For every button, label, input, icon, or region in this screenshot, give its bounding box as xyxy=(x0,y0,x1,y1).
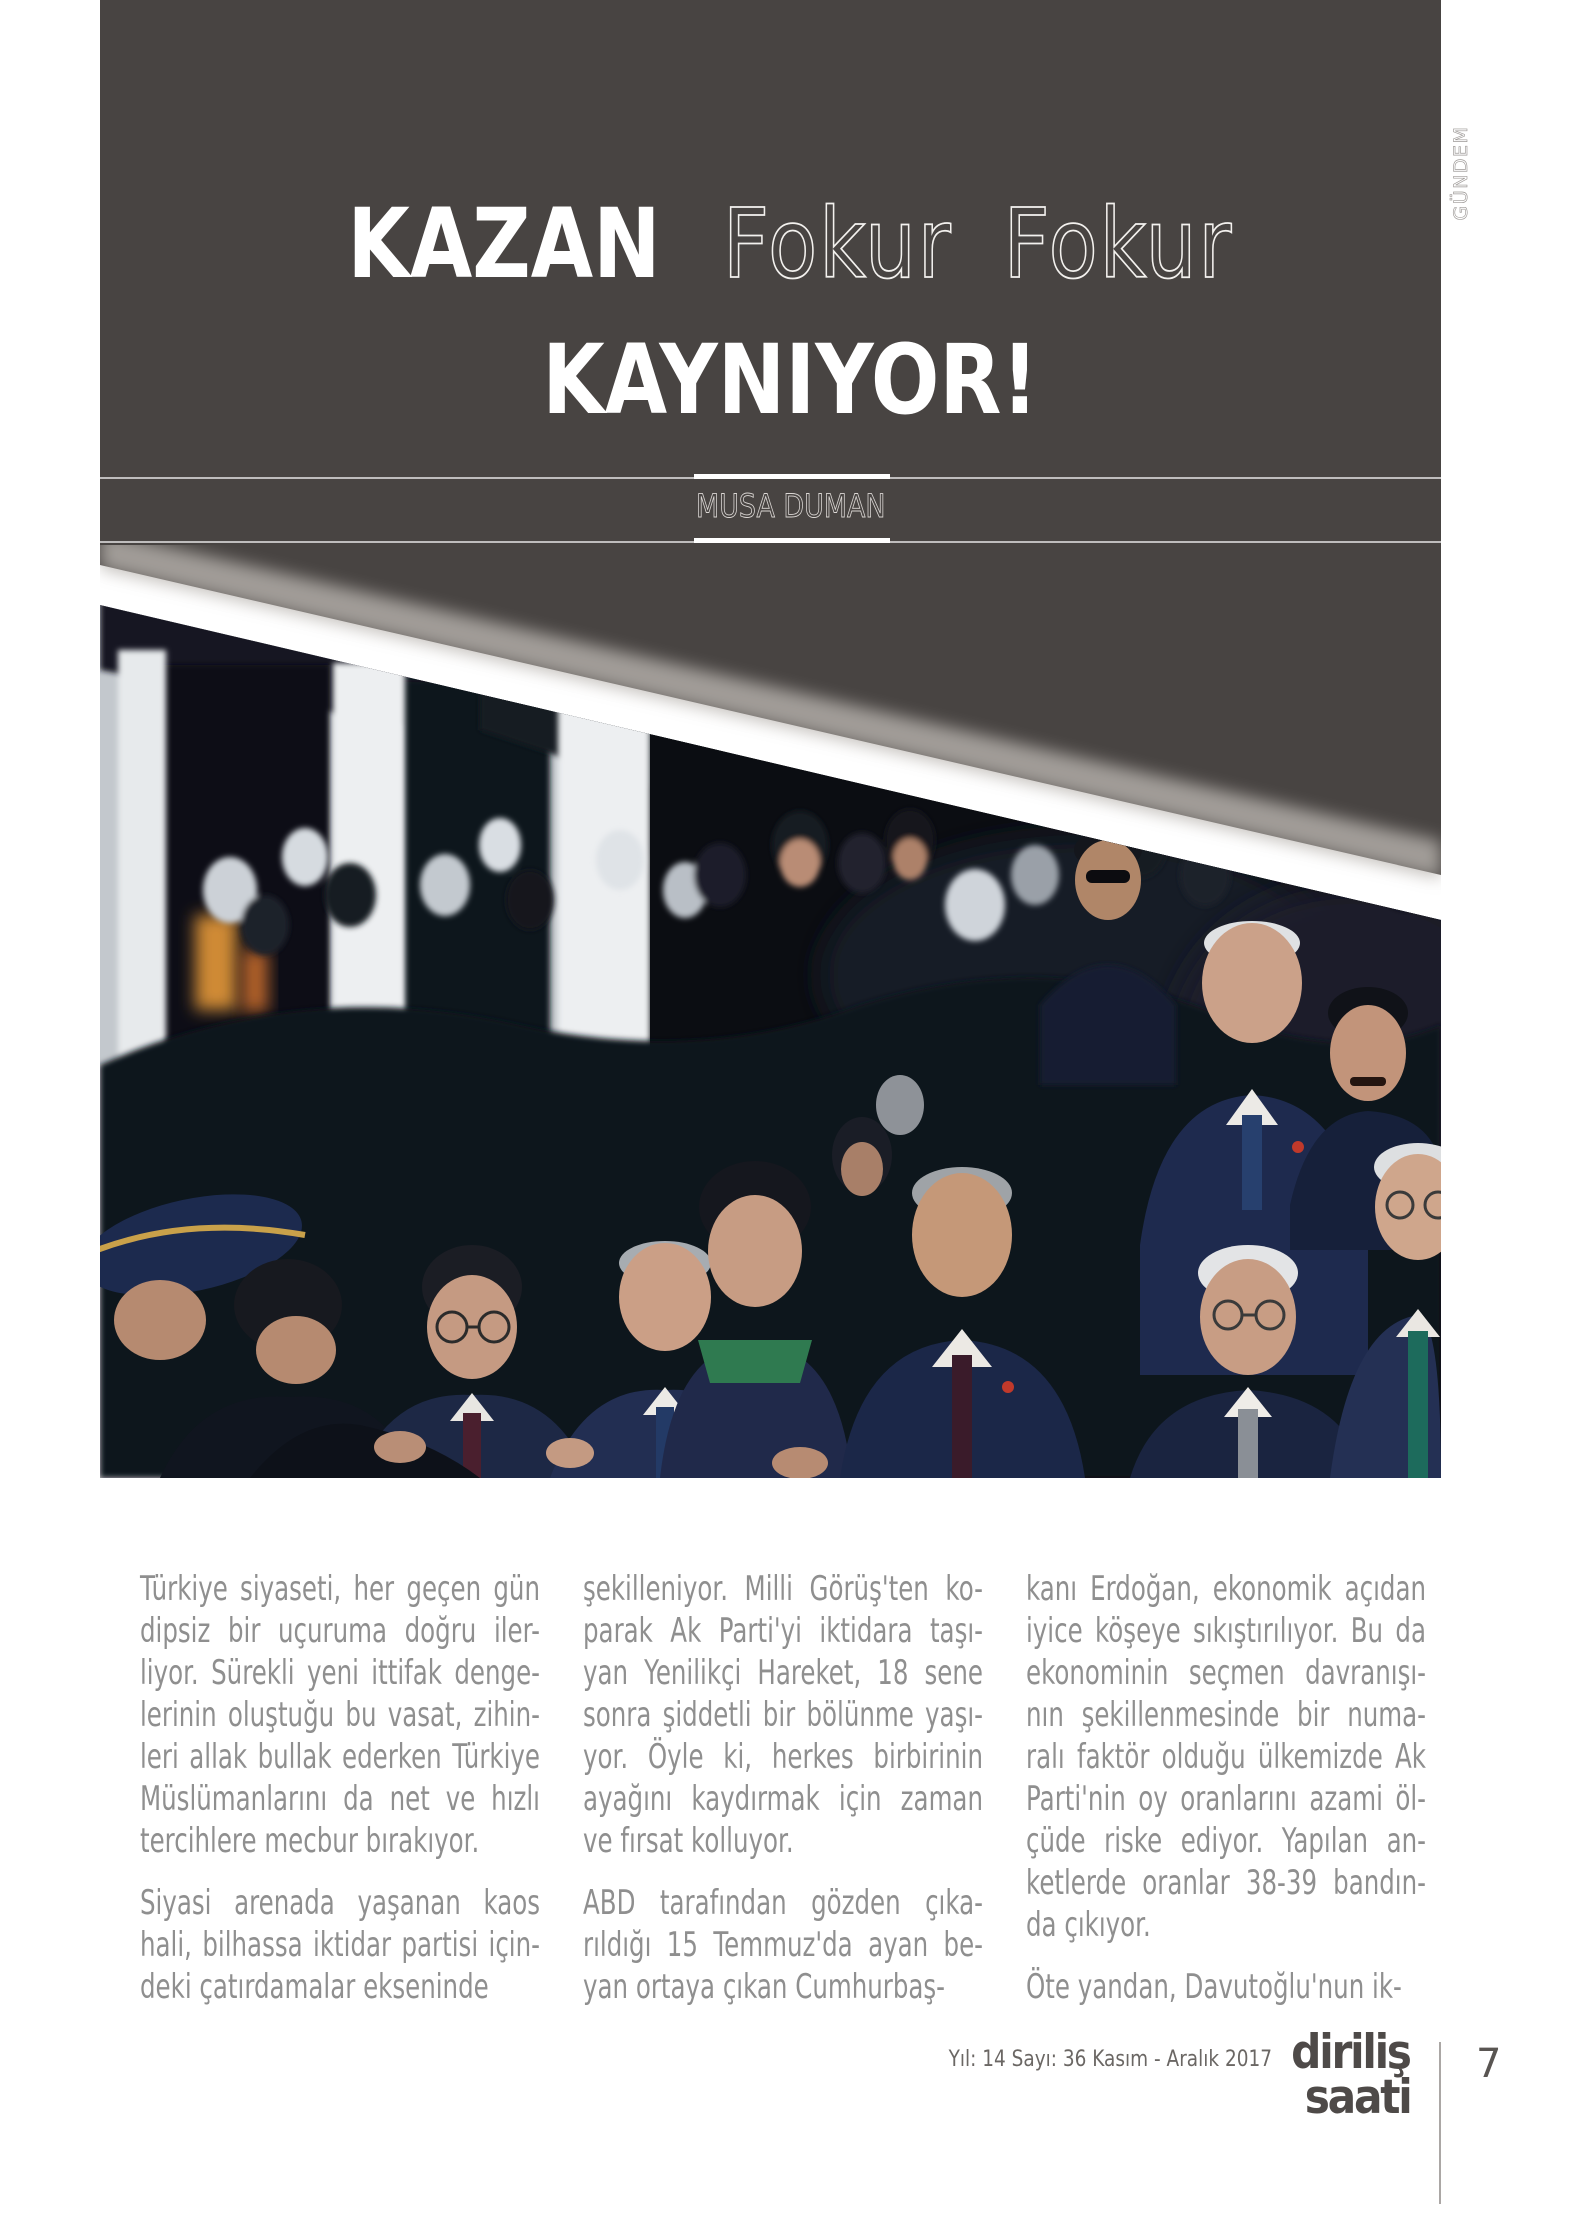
paragraph: Öte yandan, Davutoğlu'nun ik- xyxy=(1026,1967,1402,2007)
byline: MUSA DUMAN xyxy=(695,487,886,525)
logo-line2: saati xyxy=(1304,2070,1410,2125)
paragraph: Siyasi arenada yaşanan kaos hali, bilhassa iktidar partisi için- deki çatırdamalar ekseninde xyxy=(140,1883,540,2007)
crowd-photo xyxy=(100,545,1441,1478)
logo-line1: diriliş xyxy=(1291,2025,1410,2080)
paragraph: Türkiye siyaseti, her geçen gün dipsiz bir uçuruma doğru iler- liyor. Sürekli yeni ittifak denge- lerinin oluştuğu bu vasat, zihin- leri allak bullak ederken Türkiye Müslümanlarını da net ve hızlı tercihlere mecbur bırakıyor. xyxy=(140,1569,540,1861)
text-column-2 xyxy=(583,1568,983,2008)
byline-accent-bottom xyxy=(694,538,890,543)
issue-info: Yıl: 14 Sayı: 36 Kasım - Aralık 2017 xyxy=(948,2047,1272,2072)
article-title-line2: KAYNIYOR! xyxy=(542,324,1039,436)
magazine-logo xyxy=(1278,2025,1410,2125)
article-title-line1 xyxy=(140,188,1441,300)
text-column-3 xyxy=(1026,1568,1426,2008)
byline-accent-top xyxy=(694,474,890,479)
paragraph: şekilleniyor. Milli Görüş'ten ko- parak Ak Parti'yi iktidara taşı- yan Yenilikçi Hareket, 18 sene sonra şiddetli bir bölünme yaşı- yor. Öyle ki, herkes birbirinin ayağını kaydırmak için zaman ve fırsat kolluyor. xyxy=(583,1569,983,1861)
text-column-1 xyxy=(140,1568,540,2008)
paragraph: kanı Erdoğan, ekonomik açıdan iyice köşeye sıkıştırılıyor. Bu da ekonominin seçmen davranışı- nın şekillenmesinde bir numa- ralı faktör olduğu ülkemizde Ak Parti'nin oy oranlarını azami öl- çüde riske ediyor. Yapılan an- ketlerde oranlar 38-39 bandın- da çıkıyor. xyxy=(1026,1569,1426,1945)
footer-divider xyxy=(1439,2042,1441,2204)
page-number: 7 xyxy=(1476,2041,1502,2087)
section-label: GÜNDEM xyxy=(1450,125,1472,221)
title-thin: Fokur Fokur xyxy=(723,188,1234,300)
paragraph: ABD tarafından gözden çıka- rıldığı 15 Temmuz'da ayan be- yan ortaya çıkan Cumhurbaş- xyxy=(583,1883,983,2007)
title-strong: KAZAN xyxy=(347,188,661,300)
article-header xyxy=(100,0,1441,545)
